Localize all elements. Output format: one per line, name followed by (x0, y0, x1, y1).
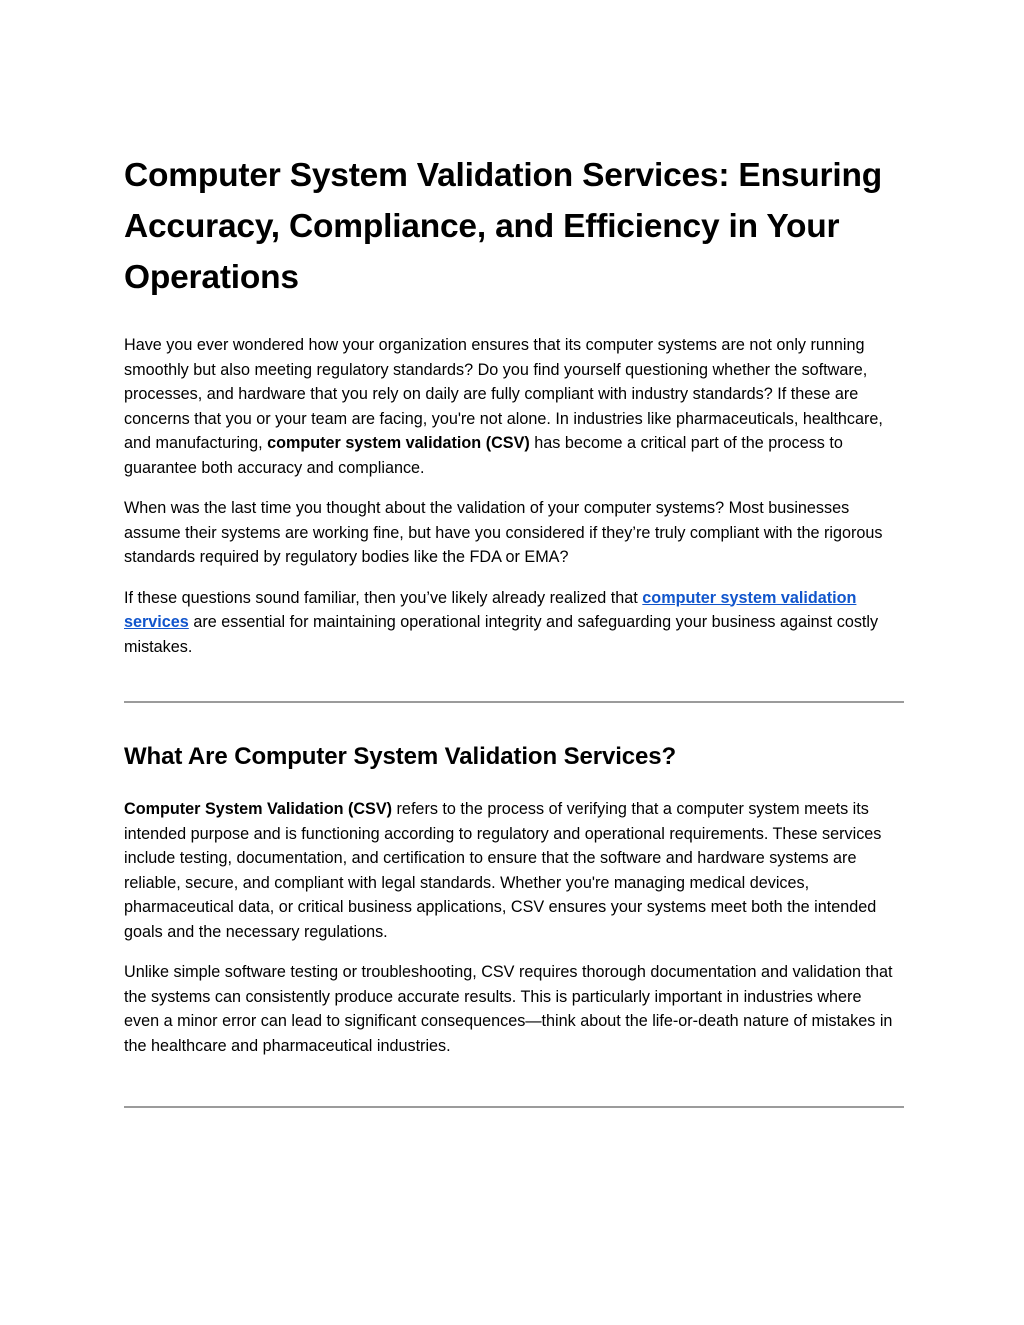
intro-paragraph-1-text-before: Have you ever wondered how your organization ensures that its computer systems are not only running smoothly but also meeting regulatory standards? Do you find yourself questioning whether the software, processes, and hardware that you rely on daily are fully compliant with industry standards? If these are concerns that you or your team are facing, you're not alone. In industries like pharmaceuticals, healthcare, and manufacturing, (124, 336, 883, 452)
section-heading-what-are-csv: What Are Computer System Validation Services? (124, 743, 677, 770)
intro-paragraph-1 (124, 303, 900, 480)
csv-services-link[interactable]: computer system validation services (124, 588, 857, 631)
intro-paragraph-3-text-after: are essential for maintaining operational integrity and safeguarding your business against costly mistakes. (124, 613, 879, 656)
intro-paragraph-2: When was the last time you thought about the validation of your computer systems? Most businesses assume their systems are working fine, but have you considered if they’re truly compliant with the rigorous standards required by regulatory bodies like the FDA or EMA? (124, 499, 883, 566)
section-csv-paragraph-1-text: refers to the process of verifying that a computer system meets its intended purpose and is functioning according to regulatory and operational requirements. These services include testing, documentation, and certification to ensure that the software and hardware systems are reliable, secure, and compliant with legal standards. Whether you're managing medical devices, pharmaceutical data, or critical business applications, CSV ensures your systems meet both the intended goals and the necessary regulations. (124, 800, 882, 941)
intro-paragraph-1-bold-term: computer system validation (CSV) (267, 434, 530, 452)
section-csv-paragraph-1-bold-term: Computer System Validation (CSV) (124, 800, 393, 818)
intro-paragraph-3-text-before: If these questions sound familiar, then you’ve likely already realized that (124, 588, 643, 607)
intro-paragraph-3 (124, 570, 900, 660)
section-csv-paragraph-2: Unlike simple software testing or troubleshooting, CSV requires thorough documentation and validation that the systems can consistently produce accurate results. This is particularly important in industries where even a minor error can lead to significant consequences—think about the life-or-death nature of mistakes in the healthcare and pharmaceutical industries. (124, 963, 893, 1055)
intro-paragraph-1-text-after: has become a critical part of the process to guarantee both accuracy and compliance. (124, 434, 843, 477)
section-csv-paragraph-1 (124, 772, 900, 944)
section-divider-bottom (124, 1106, 904, 1108)
page-title: Computer System Validation Services: Ensuring Accuracy, Compliance, and Efficiency in Your Operations (124, 157, 882, 296)
